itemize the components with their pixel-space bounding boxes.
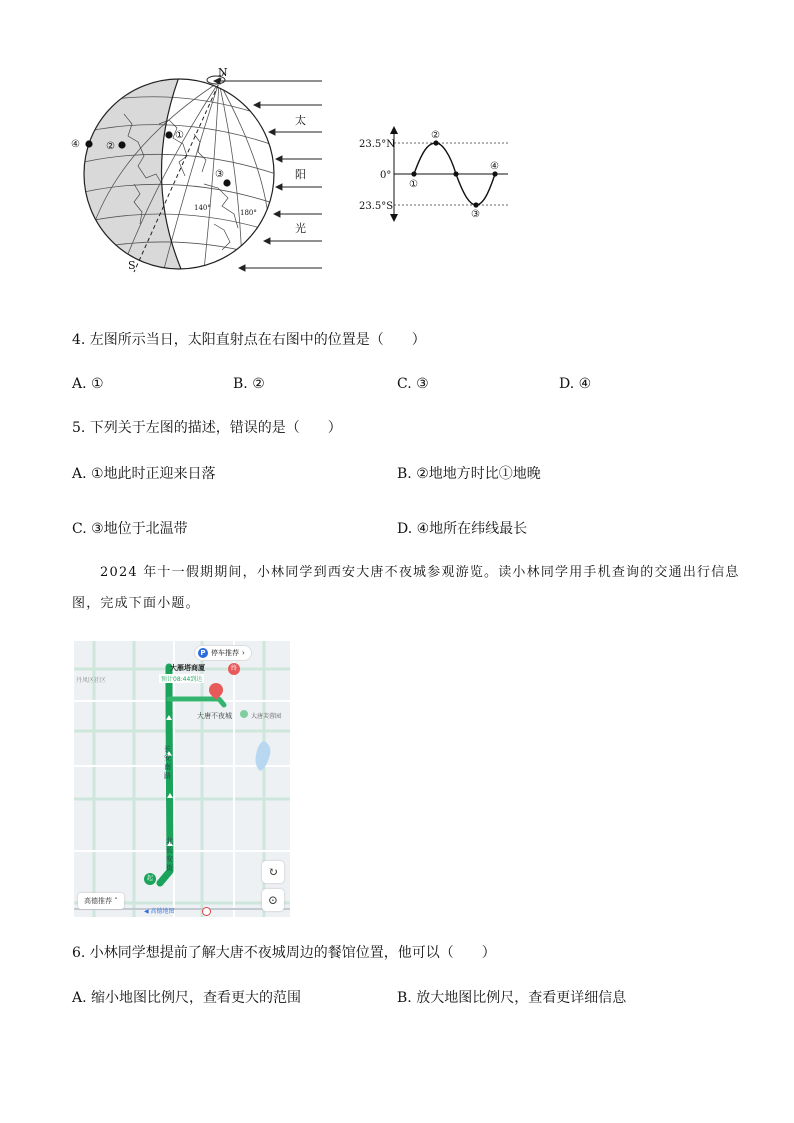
- north-label: N: [218, 66, 228, 79]
- q4-option-a[interactable]: A. ①: [72, 376, 104, 392]
- lat-label-north: 23.5°N: [359, 139, 396, 150]
- globe-label-2: ②: [106, 141, 115, 152]
- lat-label-equator: 0°: [380, 170, 392, 181]
- no-entry-icon: [202, 907, 211, 916]
- wave-label-3: ③: [471, 209, 480, 220]
- sunlight-char-2: 阳: [295, 168, 306, 181]
- q4-option-b[interactable]: B. ②: [233, 376, 265, 392]
- area-label: 丹凤区社区: [76, 677, 107, 684]
- south-label: S: [128, 259, 136, 272]
- navigation-map: [74, 641, 290, 917]
- q4-option-d[interactable]: D. ④: [559, 376, 592, 392]
- wave-label-4: ④: [490, 161, 499, 172]
- q6-option-b[interactable]: B. 放大地图比例尺，查看更详细信息: [397, 990, 627, 1006]
- locate-icon: ⊙: [267, 893, 279, 907]
- landmark-label: 大唐不夜城: [197, 712, 232, 720]
- globe-point-4: [85, 140, 92, 147]
- start-marker[interactable]: 起: [144, 873, 156, 885]
- lat-label-south: 23.5°S: [359, 201, 394, 212]
- q5-option-d[interactable]: D. ④地所在纬线最长: [397, 521, 528, 537]
- parking-recommend-button[interactable]: [194, 645, 252, 661]
- sunlight-char-3: 光: [295, 222, 306, 235]
- globe-label-1: ①: [175, 130, 184, 141]
- brand-label: 高德地图: [150, 908, 175, 915]
- intro-line-2: 图，完成下面小题。: [72, 596, 200, 611]
- q5-option-a[interactable]: A. ①地此时正迎来日落: [72, 466, 216, 482]
- globe-point-2: [118, 141, 125, 148]
- intro-line-1: 2024 年十一假期期间，小林同学到西安大唐不夜城参观游览。读小林同学用手机查询的交通出行信息: [100, 565, 740, 580]
- eta-label: 预计08:44到达: [161, 676, 203, 683]
- destination-name: 大雁塔商厦: [170, 664, 205, 672]
- question-4-stem: 4. 左图所示当日，太阳直射点在右图中的位置是（ ）: [72, 332, 426, 348]
- longitude-180: 180°: [240, 209, 257, 217]
- longitude-140: 140°: [194, 204, 211, 212]
- globe-label-3: ③: [215, 169, 224, 180]
- q5-option-b[interactable]: B. ②地地方时比①地晚: [397, 466, 541, 482]
- wave-label-1: ①: [409, 179, 418, 190]
- refresh-icon: ↻: [267, 865, 279, 879]
- question-6-stem: 6. 小林同学想提前了解大唐不夜城周边的餐馆位置，他可以（ ）: [72, 945, 496, 961]
- nav-arrow-icon: ◀: [144, 908, 151, 915]
- wave-label-2: ②: [431, 130, 440, 141]
- road-label-2: 北长安街: [166, 837, 173, 872]
- sunlight-char-1: 太: [295, 114, 306, 127]
- destination-marker[interactable]: 终: [228, 663, 240, 675]
- q5-option-c[interactable]: C. ③地位于北温带: [72, 521, 188, 537]
- globe-point-3: [223, 179, 230, 186]
- question-5-stem: 5. 下列关于左图的描述，错误的是（ ）: [72, 420, 342, 436]
- globe-point-1: [165, 131, 172, 138]
- parking-icon: P: [198, 648, 208, 658]
- globe-label-4: ④: [71, 139, 80, 150]
- chevron-right-icon: ›: [242, 649, 245, 657]
- sun-path-wave-figure: [350, 124, 520, 224]
- brand-logo: [144, 906, 175, 915]
- locate-button[interactable]: [262, 889, 284, 911]
- q4-option-c[interactable]: C. ③: [397, 376, 429, 392]
- road-label-1: 长安南路: [164, 745, 171, 780]
- recommend-button[interactable]: [78, 893, 124, 909]
- q6-option-a[interactable]: A. 缩小地图比例尺，查看更大的范围: [72, 990, 302, 1006]
- refresh-button[interactable]: [262, 861, 284, 883]
- park-label: 大唐芙蓉园: [251, 713, 282, 720]
- parking-label: 停车推荐: [211, 649, 239, 657]
- globe-figure: [64, 64, 334, 276]
- caret-up-icon: ˄: [114, 897, 118, 905]
- recommend-label: 高德推荐: [84, 897, 112, 905]
